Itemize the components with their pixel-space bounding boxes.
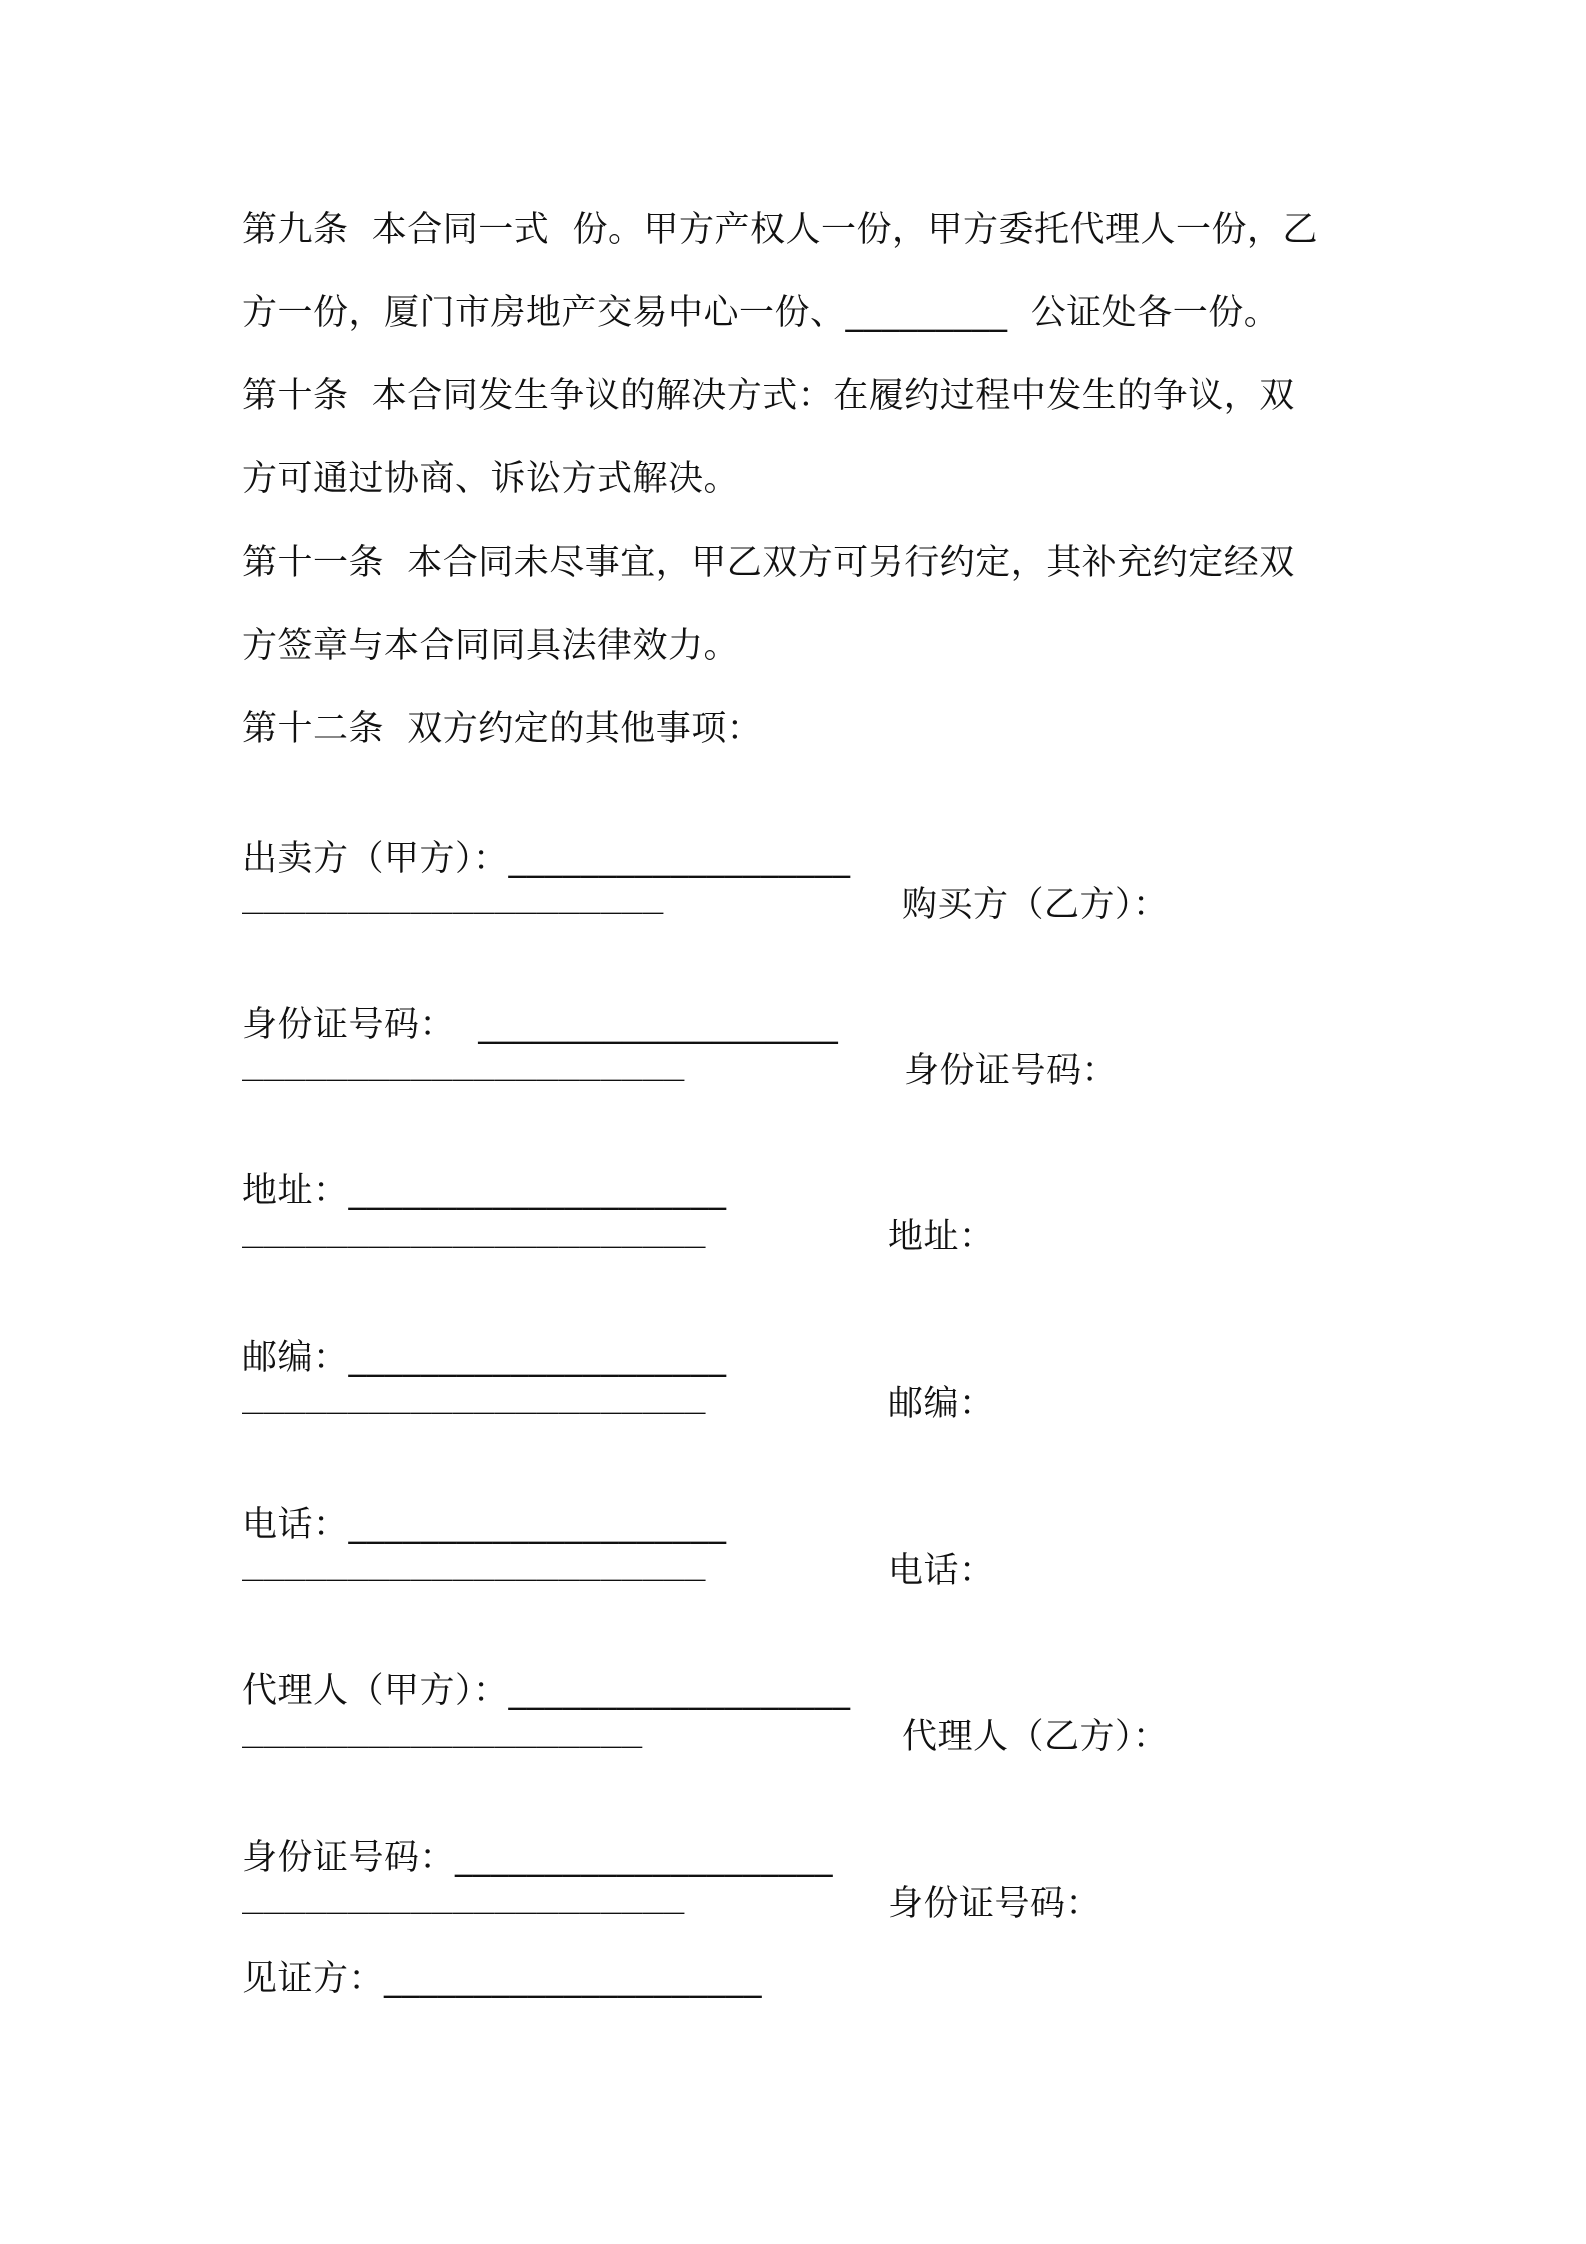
buyer-id-label: 身份证号码： xyxy=(904,1051,1118,1091)
clause-10-line-1: 第十条 本合同发生争议的解决方式：在履约过程中发生的争议，双 xyxy=(242,376,1295,416)
seller-zip-label: 邮编：_____________________ xyxy=(242,1338,727,1378)
clause-11-line-2: 方签章与本合同同具法律效力。 xyxy=(242,626,740,666)
buyer-blank: ____________________ xyxy=(242,875,664,915)
buyer-tel-blank: ______________________ xyxy=(242,1542,706,1582)
clause-9-line-1: 第九条 本合同一式 份。甲方产权人一份，甲方委托代理人一份，乙 xyxy=(242,210,1319,250)
seller-buyer-row xyxy=(242,790,1342,925)
zip-row xyxy=(242,1289,1342,1424)
seller-agent-id-label: 身份证号码：_____________________ xyxy=(242,1838,834,1878)
agent-row xyxy=(242,1622,1342,1757)
address-row xyxy=(242,1122,1342,1257)
agent-id-row xyxy=(242,1789,1342,1924)
buyer-id-blank: _____________________ xyxy=(242,1042,685,1082)
seller-label: 出卖方（甲方）：___________________ xyxy=(242,839,851,879)
buyer-zip-blank: ______________________ xyxy=(242,1375,706,1415)
buyer-zip-label: 邮编： xyxy=(888,1384,995,1424)
tel-row xyxy=(242,1456,1342,1591)
clause-9-line-2: 方一份，厦门市房地产交易中心一份、_________ 公证处各一份。 xyxy=(242,293,1280,333)
seller-id-label: 身份证号码： ____________________ xyxy=(242,1005,839,1045)
clause-12-line-1: 第十二条 双方约定的其他事项： xyxy=(242,709,763,749)
buyer-agent-id-label: 身份证号码： xyxy=(888,1884,1102,1924)
buyer-agent-label: 代理人（乙方）： xyxy=(902,1717,1169,1757)
buyer-agent-id-blank: _____________________ xyxy=(242,1875,685,1915)
seller-agent-label: 代理人（甲方）：___________________ xyxy=(242,1671,851,1711)
seller-tel-label: 电话：_____________________ xyxy=(242,1505,727,1545)
buyer-agent-blank: ___________________ xyxy=(242,1709,643,1749)
id-row xyxy=(242,956,1342,1091)
buyer-address-blank: ______________________ xyxy=(242,1209,706,1249)
seller-address-label: 地址：_____________________ xyxy=(242,1171,727,1211)
witness-label: 见证方：_____________________ xyxy=(242,1959,763,1999)
buyer-label: 购买方（乙方）： xyxy=(902,885,1169,925)
buyer-tel-label: 电话： xyxy=(888,1551,995,1591)
clause-11-line-1: 第十一条 本合同未尽事宜，甲乙双方可另行约定，其补充约定经双 xyxy=(242,543,1295,583)
buyer-address-label: 地址： xyxy=(888,1217,995,1257)
clause-10-line-2: 方可通过协商、诉讼方式解决。 xyxy=(242,459,740,499)
